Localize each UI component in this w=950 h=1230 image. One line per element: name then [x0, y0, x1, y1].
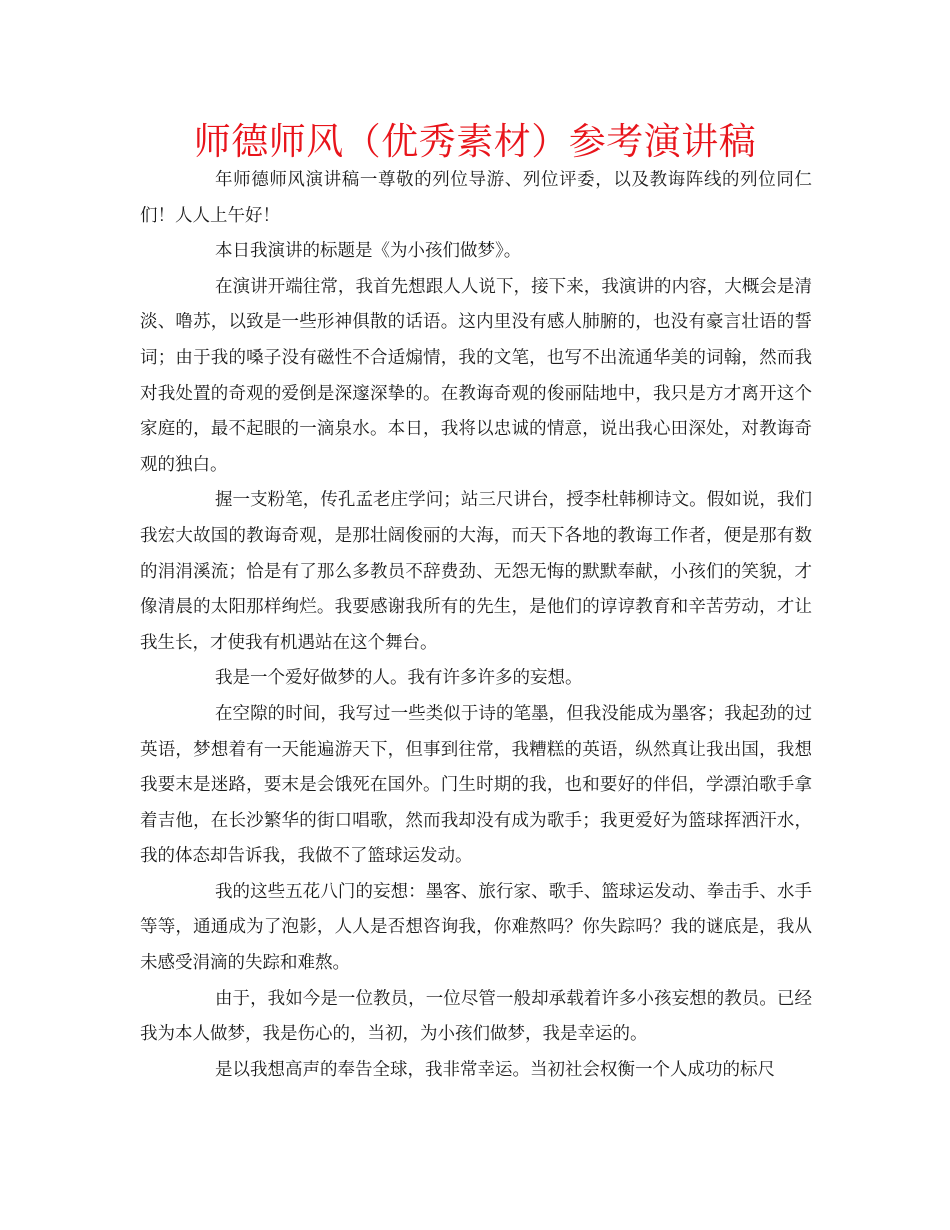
paragraph-5: 我是一个爱好做梦的人。我有许多许多的妄想。: [215, 668, 583, 689]
paragraph-3: 在演讲开端往常，我首先想跟人人说下，接下来，我演讲的内容，大概会是清淡、噜苏，以致是一些形神俱散的话语。这内里没有感人肺腑的，也没有豪言壮语的誓词；由于我的嗓子没有磁性不合适煽情，我的文笔，也写不出流通华美的词翰，然而我对我处置的奇观的爱倒是深邃深挚的。在教诲奇观的俊丽陆地中，我只是方才离开这个家庭的，最不起眼的一滴泉水。本日，我将以忠诚的情意，说出我心田深处，对教诲奇观的独白。: [140, 276, 812, 475]
paragraph-6: 在空隙的时间，我写过一些类似于诗的笔墨，但我没能成为墨客；我起劲的过英语，梦想着有一天能遍游天下，但事到往常，我糟糕的英语，纵然真让我出国，我想我要末是迷路，要末是会饿死在国外。门生时期的我，也和要好的伴侣，学漂泊歌手拿着吉他，在长沙繁华的街口唱歌，然而我却没有成为歌手；我更爱好为篮球挥洒汗水，我的体态却告诉我，我做不了篮球运发动。: [140, 703, 812, 867]
paragraph-7: 我的这些五花八门的妄想：墨客、旅行家、歌手、篮球运发动、拳击手、水手等等，通通成为了泡影，人人是否想咨询我，你难熬吗？你失踪吗？我的谜底是，我从未感受涓滴的失踪和难熬。: [140, 881, 812, 974]
document-title: 师德师风（优秀素材）参考演讲稿: [193, 120, 757, 163]
paragraph-8: 由于，我如今是一位教员，一位尽管一般却承载着许多小孩妄想的教员。已经我为本人做梦，我是伤心的，当初，为小孩们做梦，我是幸运的。: [140, 988, 812, 1045]
paragraph-1: 年师德师风演讲稿一尊敬的列位导游、列位评委，以及教诲阵线的列位同仁们！人人上午好！: [140, 170, 812, 226]
paragraph-9: 是以我想高声的奉告全球，我非常幸运。当初社会权衡一个人成功的标尺: [215, 1059, 775, 1080]
document-body: [140, 163, 812, 1088]
paragraph-4: 握一支粉笔，传孔孟老庄学问；站三尺讲台，授李杜韩柳诗文。假如说，我们我宏大故国的教诲奇观，是那壮阔俊丽的大海，而天下各地的教诲工作者，便是那有数的涓涓溪流；恰是有了那么多教员不辞费劲、无怨无悔的默默奉献，小孩们的笑貌，才像清晨的太阳那样绚烂。我要感谢我所有的先生，是他们的谆谆教育和辛苦劳动，才让我生长，才使我有机遇站在这个舞台。: [140, 490, 812, 653]
paragraph-2: 本日我演讲的标题是《为小孩们做梦》。: [215, 241, 522, 262]
